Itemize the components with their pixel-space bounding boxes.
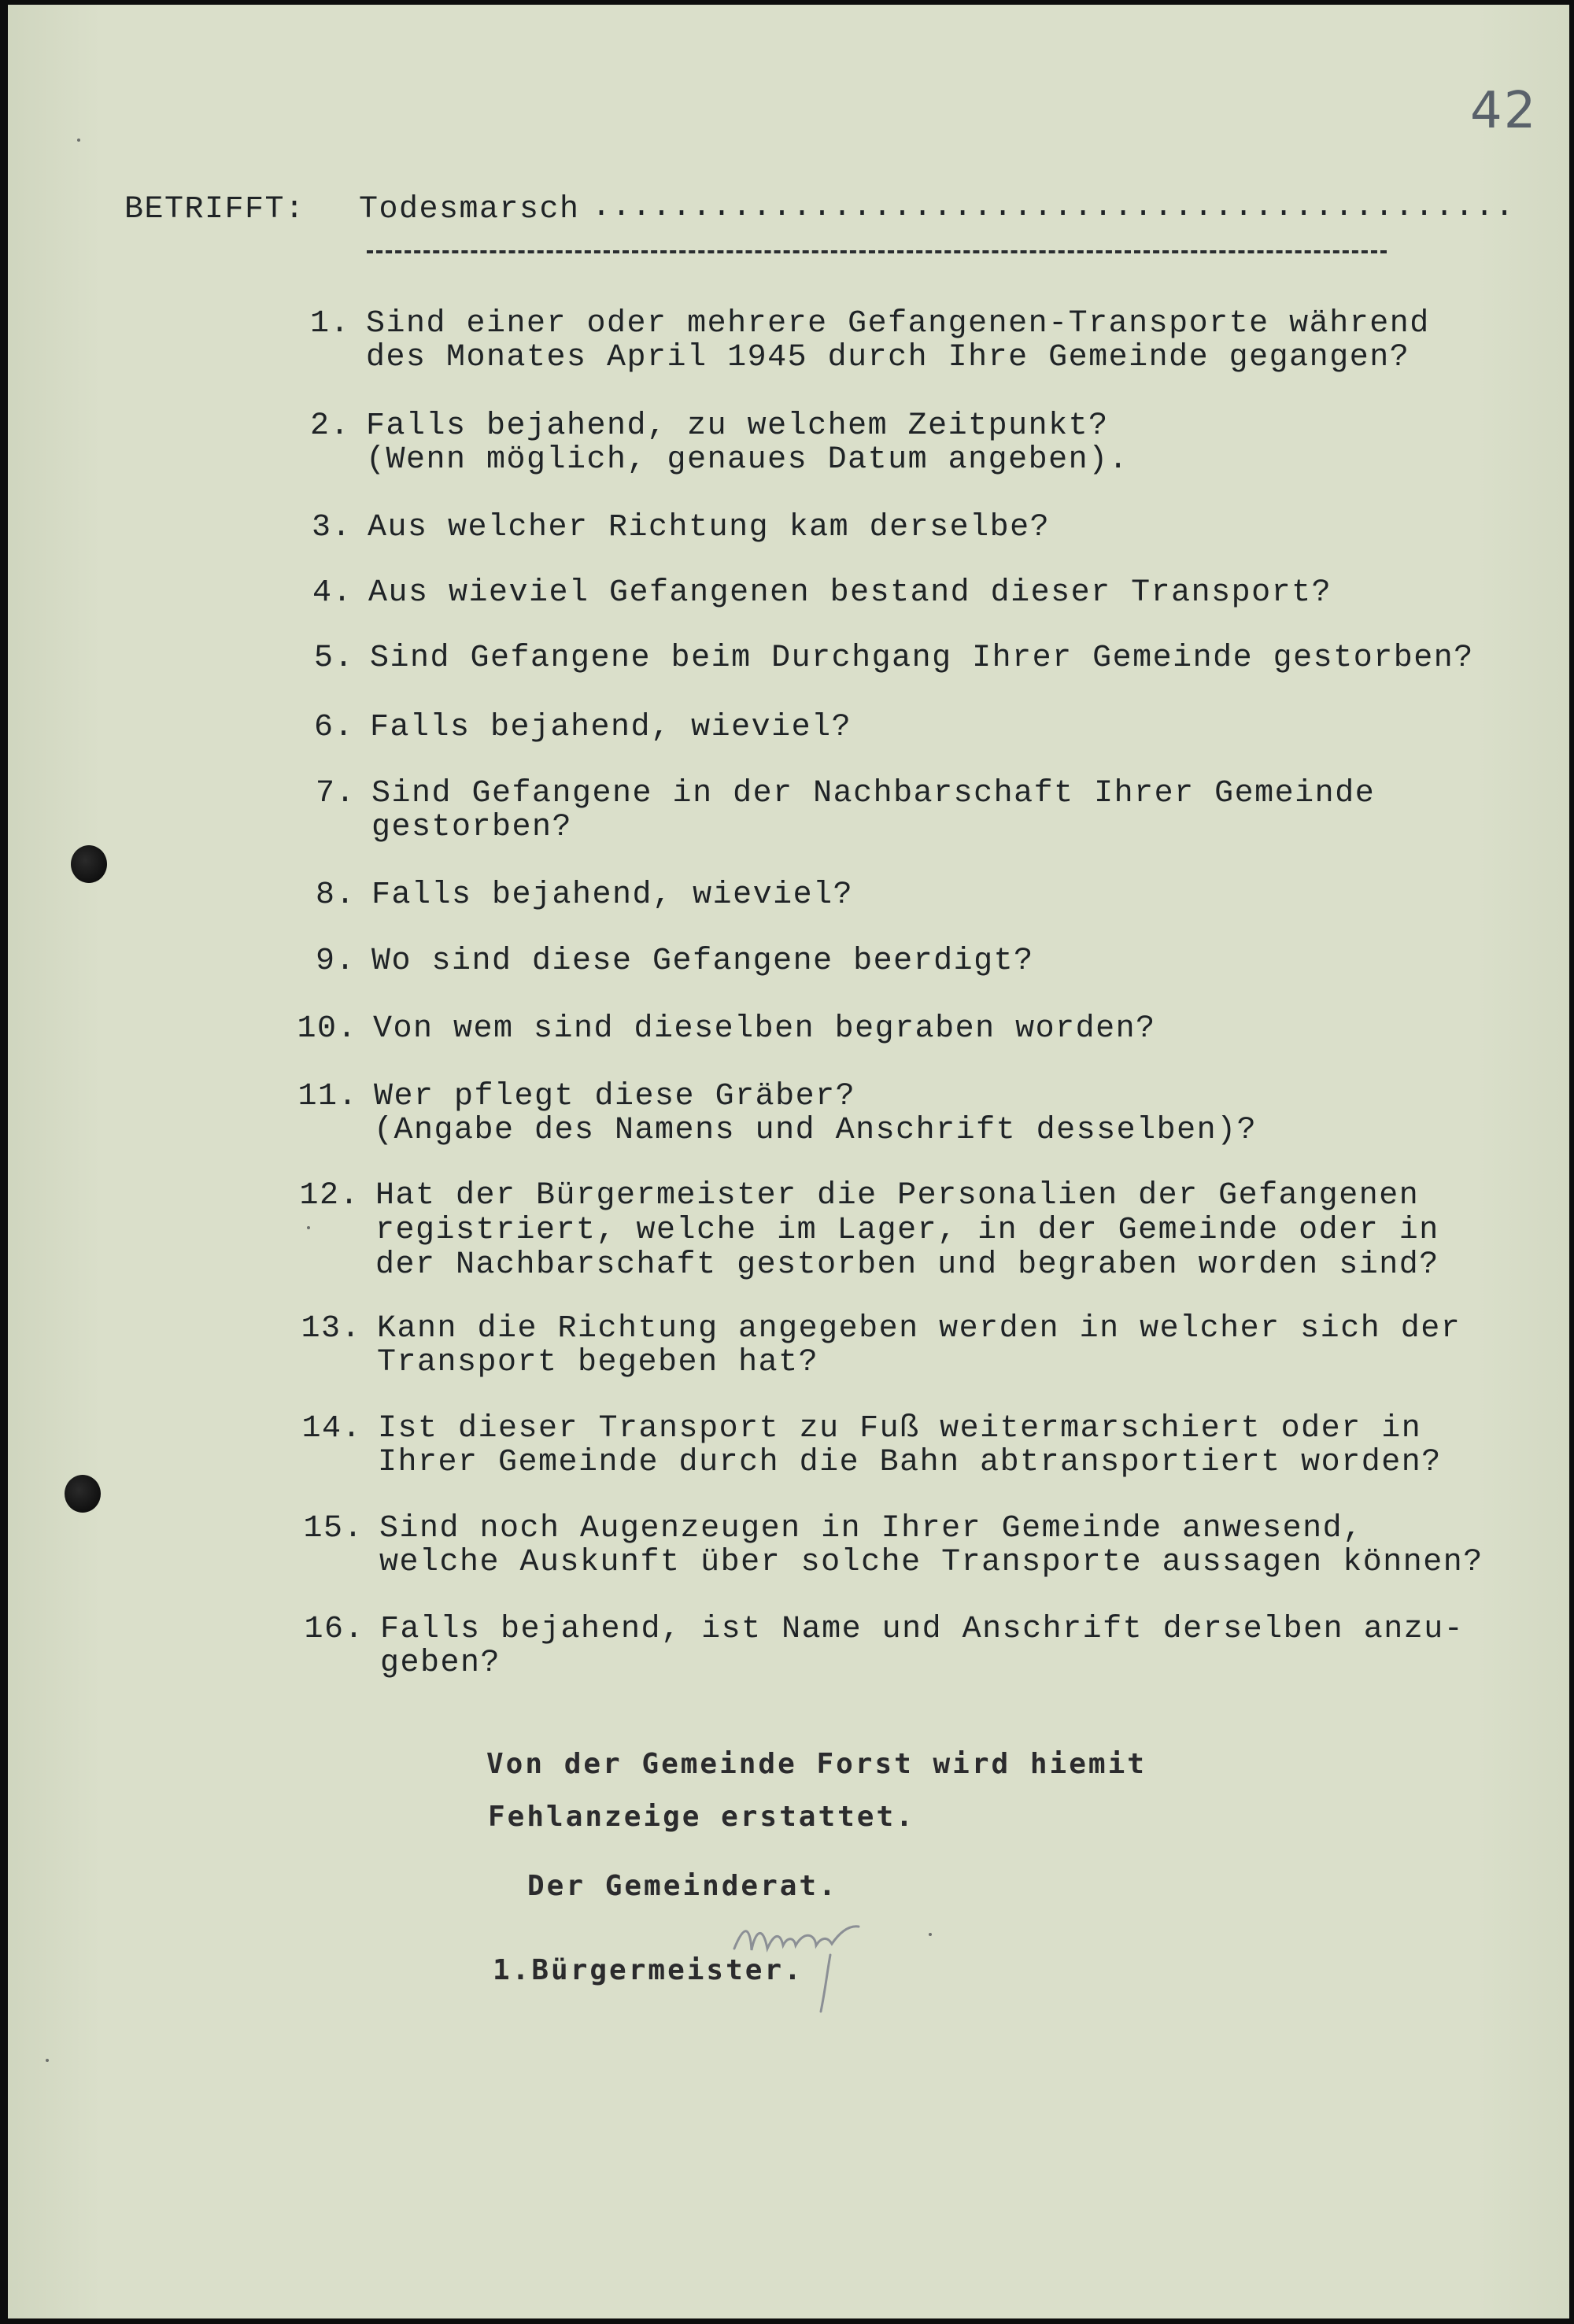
question-number: 8.: [315, 878, 356, 913]
question-text: gestorben?: [371, 810, 573, 845]
question-text: Falls bejahend, wieviel?: [371, 878, 854, 913]
document-page: [8, 5, 1569, 2318]
question-text: Ist dieser Transport zu Fuß weitermarschiert oder in: [378, 1411, 1422, 1446]
question-number: 10.: [297, 1011, 357, 1047]
paper-speck: [929, 1933, 932, 1936]
paper-speck: [77, 139, 80, 142]
question-number: 15.: [303, 1511, 364, 1546]
question-number: 7.: [315, 776, 356, 811]
question-text: Hat der Bürgermeister die Personalien der Gefangenen: [375, 1178, 1420, 1214]
question-text: Aus welcher Richtung kam derselbe?: [368, 510, 1051, 545]
punch-hole: [71, 845, 107, 883]
handwritten-signature: [728, 1894, 885, 2019]
question-text: registriert, welche im Lager, in der Gemeinde oder in: [375, 1213, 1439, 1248]
question-text: Aus wieviel Gefangenen bestand dieser Transport?: [368, 575, 1332, 611]
reply-line: Von der Gemeinde Forst wird hiemit: [486, 1748, 1147, 1780]
question-text: welche Auskunft über solche Transporte aussagen können?: [379, 1545, 1483, 1580]
question-text: Falls bejahend, zu welchem Zeitpunkt?: [366, 408, 1109, 444]
question-text: (Wenn möglich, genaues Datum angeben).: [366, 442, 1129, 478]
reply-signatory: Der Gemeinderat.: [527, 1870, 838, 1902]
reply-title: 1.Bürgermeister.: [493, 1954, 804, 1986]
paper-speck: [307, 1226, 310, 1229]
question-text: Sind Gefangene in der Nachbarschaft Ihrer Gemeinde: [371, 776, 1376, 811]
question-number: 4.: [312, 575, 353, 611]
question-text: Sind noch Augenzeugen in Ihrer Gemeinde anwesend,: [379, 1511, 1363, 1546]
question-text: Ihrer Gemeinde durch die Bahn abtransportiert worden?: [378, 1445, 1442, 1480]
question-text: Falls bejahend, wieviel?: [370, 710, 852, 745]
subject-dot-leader: ..............................................: [592, 190, 1516, 225]
question-text: des Monates April 1945 durch Ihre Gemeinde gegangen?: [366, 340, 1410, 375]
question-text: Sind Gefangene beim Durchgang Ihrer Gemeinde gestorben?: [370, 641, 1474, 676]
subject-underline: [367, 250, 1387, 253]
question-number: 9.: [315, 944, 356, 979]
question-text: Wo sind diese Gefangene beerdigt?: [371, 944, 1034, 979]
subject-label: BETRIFFT:: [124, 192, 305, 227]
question-text: der Nachbarschaft gestorben und begraben worden sind?: [375, 1247, 1439, 1283]
paper-speck: [46, 2059, 49, 2062]
question-number: 3.: [311, 510, 352, 545]
question-number: 1.: [309, 306, 350, 342]
question-text: (Angabe des Namens und Anschrift desselben)?: [374, 1113, 1258, 1148]
question-number: 12.: [299, 1178, 360, 1214]
question-number: 11.: [297, 1079, 358, 1114]
question-number: 14.: [301, 1411, 362, 1446]
question-number: 13.: [301, 1311, 361, 1347]
punch-hole: [65, 1475, 101, 1513]
question-text: Sind einer oder mehrere Gefangenen-Transporte während: [366, 306, 1430, 342]
question-text: Wer pflegt diese Gräber?: [374, 1079, 856, 1114]
question-text: Transport begeben hat?: [377, 1345, 819, 1380]
question-text: Von wem sind dieselben begraben worden?: [373, 1011, 1156, 1047]
question-text: Kann die Richtung angegeben werden in welcher sich der: [377, 1311, 1461, 1347]
subject-title: Todesmarsch: [359, 192, 580, 227]
question-number: 5.: [313, 641, 354, 676]
reply-line: Fehlanzeige erstattet.: [488, 1801, 915, 1833]
page-number: 42: [1470, 82, 1538, 140]
question-number: 16.: [304, 1612, 364, 1647]
question-number: 2.: [309, 408, 350, 444]
question-text: Falls bejahend, ist Name und Anschrift derselben anzu-: [380, 1612, 1465, 1647]
question-number: 6.: [313, 710, 354, 745]
question-text: geben?: [380, 1646, 501, 1681]
